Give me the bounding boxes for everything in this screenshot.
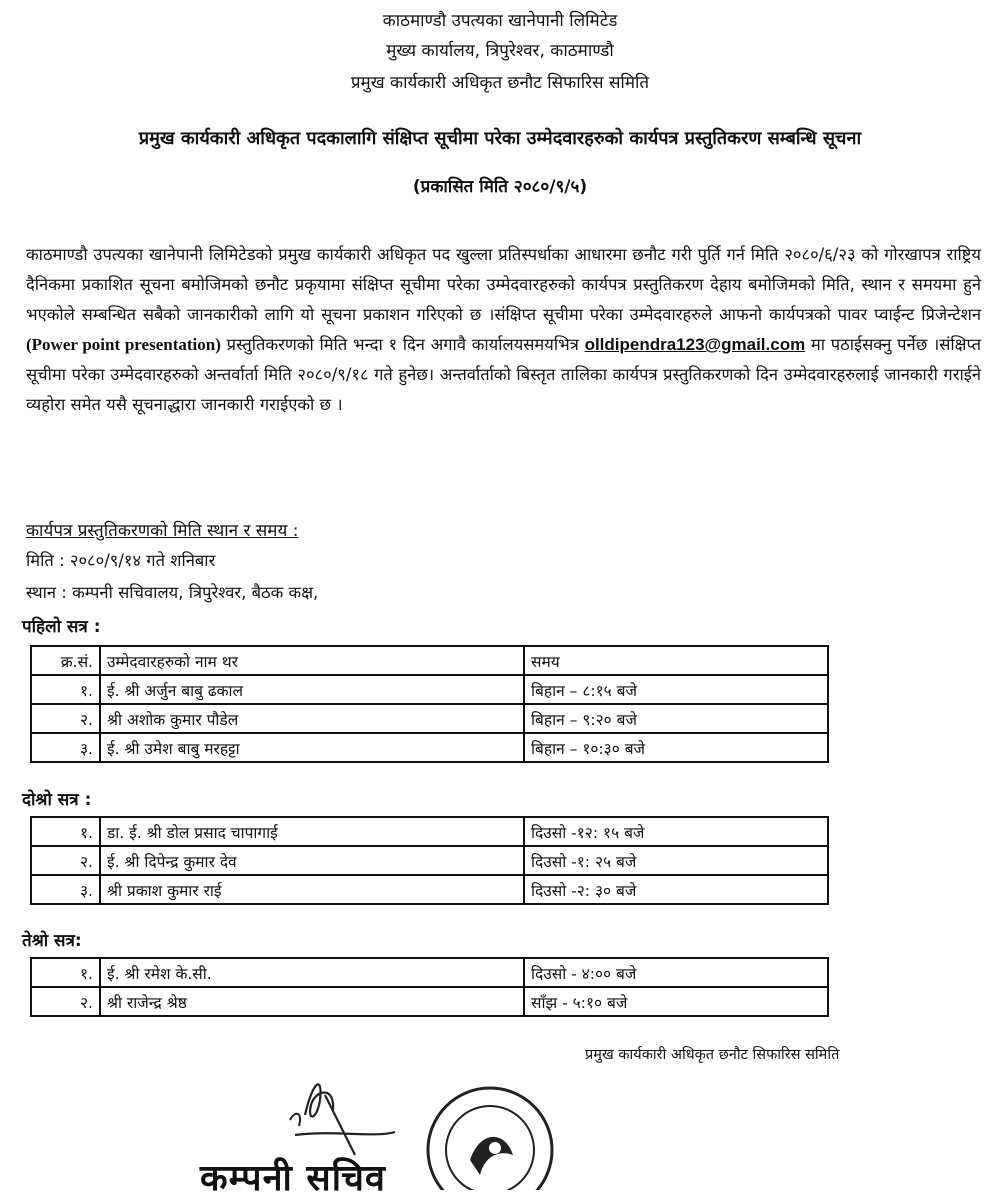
company-seal [428, 1088, 552, 1190]
row-name: ई. श्री उमेश बाबु मरहट्टा [100, 733, 524, 762]
table-row [31, 675, 828, 704]
row-sn: ३. [31, 875, 100, 904]
row-name: ई. श्री रमेश के.सी. [100, 958, 524, 987]
row-time: साँझ - ५:१० बजे [524, 987, 828, 1016]
company-secretary-stamp: कम्पनी सचिव [200, 1158, 386, 1199]
schedule-heading: कार्यपत्र प्रस्तुतिकरणको मिति स्थान र समय : [26, 521, 299, 541]
body-text-1: काठमाण्डौ उपत्यका खानेपानी लिमिटेडको प्रमुख कार्यकारी अधिकृत पद खुल्ला प्रतिस्पर्धाका आधारमा छनौट गरी पुर्ति गर्न मिति २०८०/६/२३ को गोरखापत्र राष्ट्रिय दैनिकमा प्रकाशित सूचना बमोजिमको छनौट प्रकृयामा संक्षिप्त सूचीमा परेका उम्मेदवारहरुको कार्यपत्र प्रस्तुतिकरण देहाय बमोजिमको मिति, स्थान र समयमा हुने भएकोले सम्बन्धित सबैको जानकारीको लागि यो सूचना प्रकाशन गरिएको छ ।संक्षिप्त सूचीमा परेका उम्मेदवारहरुले आफनो कार्यपत्रको पावर प्वाईन्ट प्रिजेन्टेशन [26, 245, 981, 324]
session-2-table [30, 816, 829, 905]
table-header-row [31, 646, 828, 675]
table-row [31, 875, 828, 904]
row-time: दिउसो -१२: १५ बजे [524, 817, 828, 846]
row-name: श्री राजेन्द्र श्रेष्ठ [100, 987, 524, 1016]
session-1-table [30, 645, 829, 763]
signature [295, 1084, 395, 1155]
session-2-title: दोश्रो सत्र : [22, 790, 92, 810]
row-name: ई. श्री दिपेन्द्र कुमार देव [100, 846, 524, 875]
row-sn: २. [31, 846, 100, 875]
office-address: मुख्य कार्यालय, त्रिपुरेश्वर, काठमाण्डौ [386, 41, 614, 61]
email-link[interactable]: olldipendra123@gmail.com [584, 335, 806, 354]
session-1-title: पहिलो सत्र : [22, 617, 101, 637]
row-sn: २. [31, 987, 100, 1016]
row-sn: २. [31, 704, 100, 733]
schedule-date: मिति : २०८०/९/१४ गते शनिबार [26, 551, 216, 570]
notice-title: प्रमुख कार्यकारी अधिकृत पदकालागि संक्षिप्त सूचीमा परेका उम्मेदवारहरुको कार्यपत्र प्रस्तुतिकरण सम्बन्धि सूचना [138, 128, 862, 149]
col-header-time: समय [524, 646, 828, 675]
notice-body [26, 240, 981, 420]
row-name: श्री प्रकाश कुमार राई [100, 875, 524, 904]
signature-flourish [290, 1114, 300, 1126]
row-time: दिउसो -२: ३० बजे [524, 875, 828, 904]
table-row [31, 733, 828, 762]
published-date: (प्रकासित मिति २०८०/९/५) [412, 177, 588, 197]
row-time: बिहान – ८:१५ बजे [524, 675, 828, 704]
row-sn: १. [31, 817, 100, 846]
row-name: ई. श्री अर्जुन बाबु ढकाल [100, 675, 524, 704]
body-text-2: प्रस्तुतिकरणको मिति भन्दा १ दिन अगावै कार्यालयसमयभित्र [220, 335, 585, 354]
powerpoint-label: (Power point presentation) [26, 335, 221, 354]
row-name: डा. ई. श्री डोल प्रसाद चापागाई [100, 817, 524, 846]
row-sn: १. [31, 675, 100, 704]
table-row [31, 846, 828, 875]
schedule-venue: स्थान : कम्पनी सचिवालय, त्रिपुरेश्वर, बैठक कक्ष, [26, 583, 319, 602]
table-row [31, 987, 828, 1016]
row-time: दिउसो -१: २५ बजे [524, 846, 828, 875]
col-header-sn: क्र.सं. [31, 646, 100, 675]
row-sn: ३. [31, 733, 100, 762]
col-header-name: उम्मेदवारहरुको नाम थर [100, 646, 524, 675]
row-sn: १. [31, 958, 100, 987]
table-row [31, 958, 828, 987]
table-row [31, 704, 828, 733]
committee-name: प्रमुख कार्यकारी अधिकृत छनौट सिफारिस समिति [350, 73, 650, 93]
row-time: दिउसो - ४:०० बजे [524, 958, 828, 987]
session-3-title: तेश्रो सत्र: [22, 931, 82, 951]
org-name: काठमाण्डौ उपत्यका खानेपानी लिमिटेड [382, 11, 618, 31]
footer-committee: प्रमुख कार्यकारी अधिकृत छनौट सिफारिस समिति [585, 1047, 840, 1063]
session-3-table [30, 957, 829, 1017]
row-time: बिहान – ९:२० बजे [524, 704, 828, 733]
table-row [31, 817, 828, 846]
body-text-3: मा पठाईसक्नु पर्नेछ ।संक्षिप्त सूचीमा परेका उम्मेदवारहरुको अन्तर्वार्ता मिति २०८०/९/१८ गते हुनेछ। अन्तर्वार्ताको बिस्तृत तालिका कार्यपत्र प्रस्तुतिकरणको दिन उम्मेदवारहरुलाई जानकारी गराईने व्यहोरा समेत यसै सूचनाद्धारा जानकारी गराईएको छ । [26, 335, 981, 414]
row-name: श्री अशोक कुमार पौडेल [100, 704, 524, 733]
row-time: बिहान – १०:३० बजे [524, 733, 828, 762]
